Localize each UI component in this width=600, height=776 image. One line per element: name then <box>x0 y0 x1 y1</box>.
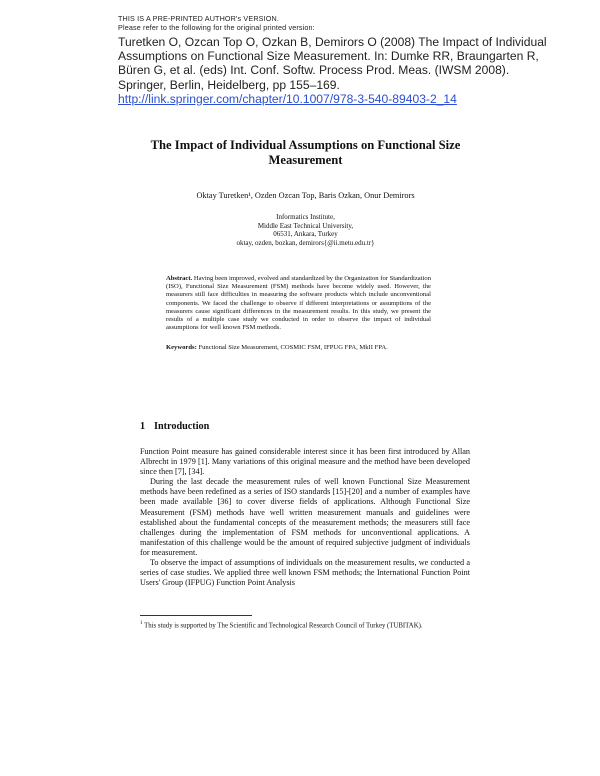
affiliation-line: 06531, Ankara, Turkey <box>273 230 338 239</box>
section-number: 1 <box>140 421 146 432</box>
body-paragraph: During the last decade the measurement rules of well known Functional Size Measurement methods have been redefined as a series of ISO standards [15]-[20] and a number of examples have been made available [36] to cover diverse fields of applications. Although Functional Size Measurement (FSM) methods have well written measurement manuals and guidelines were established about the fundamental concepts of the measurement methods; the measurers still face challenges during the implementation of FSM methods for unconventional applications. A manifestation of this challenge would be the amount of required subjective judgment of individuals for measurement. <box>140 477 470 557</box>
footnote-text: This study is supported by The Scientific and Technological Research Council of Turkey (TUBITAK). <box>144 622 423 630</box>
refer-notice: Please refer to the following for the original printed version: <box>118 23 315 32</box>
footnote <box>140 620 470 630</box>
section-heading <box>140 421 209 432</box>
author-list: Oktay Turetken¹, Ozden Ozcan Top, Baris Ozkan, Onur Demirors <box>196 191 415 200</box>
section-title: Introduction <box>154 421 210 432</box>
paper-title: The Impact of Individual Assumptions on Functional Size Measurement <box>150 138 461 167</box>
body-paragraph: To observe the impact of assumptions of individuals on the measurement results, we conducted a series of case studies. We applied three well known FSM methods; the International Function Point Users' Group (IFPUG) Function Point Analysis <box>140 558 470 588</box>
preprint-notice: THIS IS A PRE-PRINTED AUTHOR's VERSION. <box>118 14 279 23</box>
keywords-text: Functional Size Measurement, COSMIC FSM, IFPUG FPA, MkII FPA. <box>198 344 388 351</box>
abstract-label: Abstract. <box>166 275 193 282</box>
affiliation-line: Middle East Technical University, <box>257 221 354 230</box>
affiliation-line: Informatics Institute, <box>276 213 335 221</box>
affiliation <box>118 213 493 247</box>
keywords <box>166 344 431 352</box>
citation-text: Turetken O, Ozcan Top O, Ozkan B, Demirors O (2008) The Impact of Individual Assumptions on Functional Size Measurement. In: Dumke RR, Braungarten R, Büren G, et al. (eds) Int. Conf. Softw. Process Prod. Meas. (IWSM 2008). Springer, Berlin, Heidelberg, pp 155–169. <box>118 35 547 92</box>
body-paragraph: Function Point measure has gained considerable interest since it has been first introduced by Allan Albrecht in 1979 [1]. Many variations of this original measure and the method have been developed since then [7], [34]. <box>140 447 470 477</box>
citation <box>118 35 548 106</box>
footnote-mark: 1 <box>140 621 143 626</box>
abstract-text: Having been improved, evolved and standardized by the Organization for Standardization (ISO), Functional Size Measurement (FSM) methods have become widely used. However, the measurers still face difficulties in measuring the software products which include unconventional components. We faced the challenge to observe if different interpretations or assumptions of the measurers cause significant differences in the measurement results. In this study, we present the results of a multiple case study we conducted in order to observe the impact of individual assumptions for well known FSM methods. <box>166 275 431 332</box>
keywords-label: Keywords: <box>166 344 197 351</box>
citation-link[interactable]: http://link.springer.com/chapter/10.1007/978-3-540-89403-2_14 <box>118 91 457 106</box>
section-body <box>140 447 470 588</box>
abstract <box>166 275 431 332</box>
affiliation-email: oktay, ozden, bozkan, demirors{@ii.metu.edu.tr} <box>236 238 375 247</box>
footnote-divider <box>140 615 252 616</box>
preprint-banner <box>118 14 548 106</box>
